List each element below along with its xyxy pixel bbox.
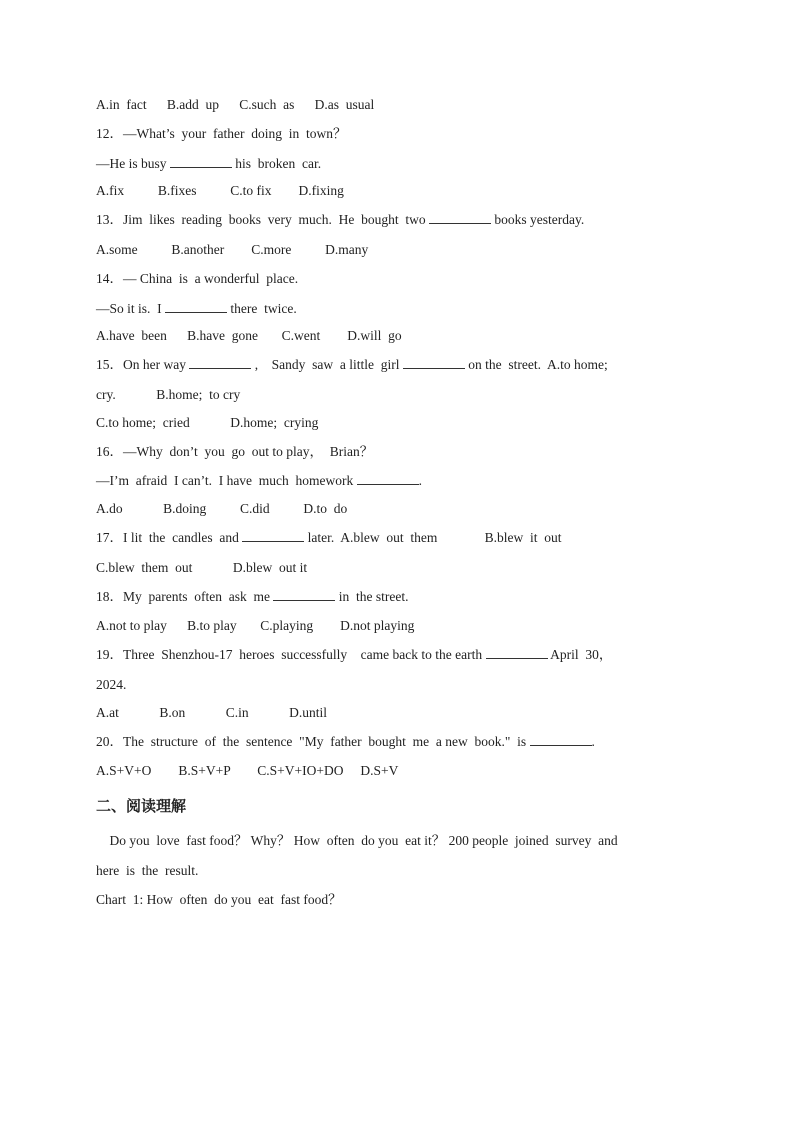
answer-blank [189, 356, 251, 369]
line-text: —He is busy [96, 156, 170, 171]
question-line: A.do B.doing C.did D.to do [96, 501, 348, 516]
passage-line-2: here is the result. [96, 863, 199, 878]
answer-blank [242, 529, 304, 542]
question-line [96, 733, 595, 751]
question-line: A.some B.another C.more D.many [96, 242, 369, 257]
question-line: A.not to play B.to play C.playing D.not playing [96, 618, 415, 633]
line-text: —I’m afraid I can’t. I have much homework [96, 473, 357, 488]
line-text: 19．Three Shenzhou-17 heroes successfully came back to the earth [96, 647, 486, 662]
line-text: 20．The structure of the sentence "My father bought me a new book." is [96, 734, 530, 749]
question-line: C.to home; cried D.home; crying [96, 415, 319, 430]
section-heading: 二、阅读理解 [96, 797, 187, 815]
answer-blank [357, 472, 419, 485]
line-text: his broken car. [231, 156, 322, 171]
answer-blank [530, 733, 592, 746]
question-line: C.blew them out D.blew out it [96, 560, 308, 575]
line-text: 17．I lit the candles and [96, 530, 243, 545]
line-text: there twice. [227, 301, 297, 316]
line-text: . [591, 734, 595, 749]
question-line [96, 155, 321, 173]
question-line [96, 211, 584, 229]
answer-blank [429, 211, 491, 224]
question-line [96, 356, 608, 374]
line-text: on the street. A.to home; [464, 357, 608, 372]
question-line: A.S+V+O B.S+V+P C.S+V+IO+DO D.S+V [96, 763, 399, 778]
answer-blank [403, 356, 465, 369]
question-line [96, 300, 297, 318]
line-text: books yesterday. [490, 212, 585, 227]
line-text: . [418, 473, 423, 488]
line-text: —So it is. I [96, 301, 166, 316]
question-line: 16．—Why don’t you go out to play， Brian？ [96, 444, 374, 459]
answer-blank [170, 155, 232, 168]
answer-blank [273, 588, 335, 601]
line-text: later. A.blew out them B.blew it out [304, 530, 562, 545]
question-line [96, 472, 422, 490]
line-text: April 30， [547, 647, 613, 662]
question-line: 14．— China is a wonderful place. [96, 271, 299, 286]
answer-blank [486, 646, 548, 659]
question-line: A.have been B.have gone C.went D.will go [96, 328, 402, 343]
question-line [96, 529, 561, 547]
question-line: A.at B.on C.in D.until [96, 705, 328, 720]
answer-blank [165, 300, 227, 313]
chart-caption: Chart 1: How often do you eat fast food？ [96, 892, 342, 907]
question-line: 12．—What’s your father doing in town？ [96, 126, 347, 141]
passage-line-1: Do you love fast food？ Why？ How often do you eat it？ 200 people joined survey and [96, 833, 618, 848]
question-line: A.fix B.fixes C.to fix D.fixing [96, 183, 344, 198]
question-line: cry. B.home; to cry [96, 387, 241, 402]
line-text: 18．My parents often ask me [96, 589, 274, 604]
line-text: 15．On her way [96, 357, 190, 372]
line-text: in the street. [335, 589, 409, 604]
line-text: , Sandy saw a little girl [251, 357, 403, 372]
question-line [96, 588, 408, 606]
line-text: 13．Jim likes reading books very much. He bought two [96, 212, 429, 227]
question-line: A.in fact B.add up C.such as D.as usual [96, 97, 375, 112]
question-line: 2024. [96, 677, 127, 692]
question-line [96, 646, 612, 664]
